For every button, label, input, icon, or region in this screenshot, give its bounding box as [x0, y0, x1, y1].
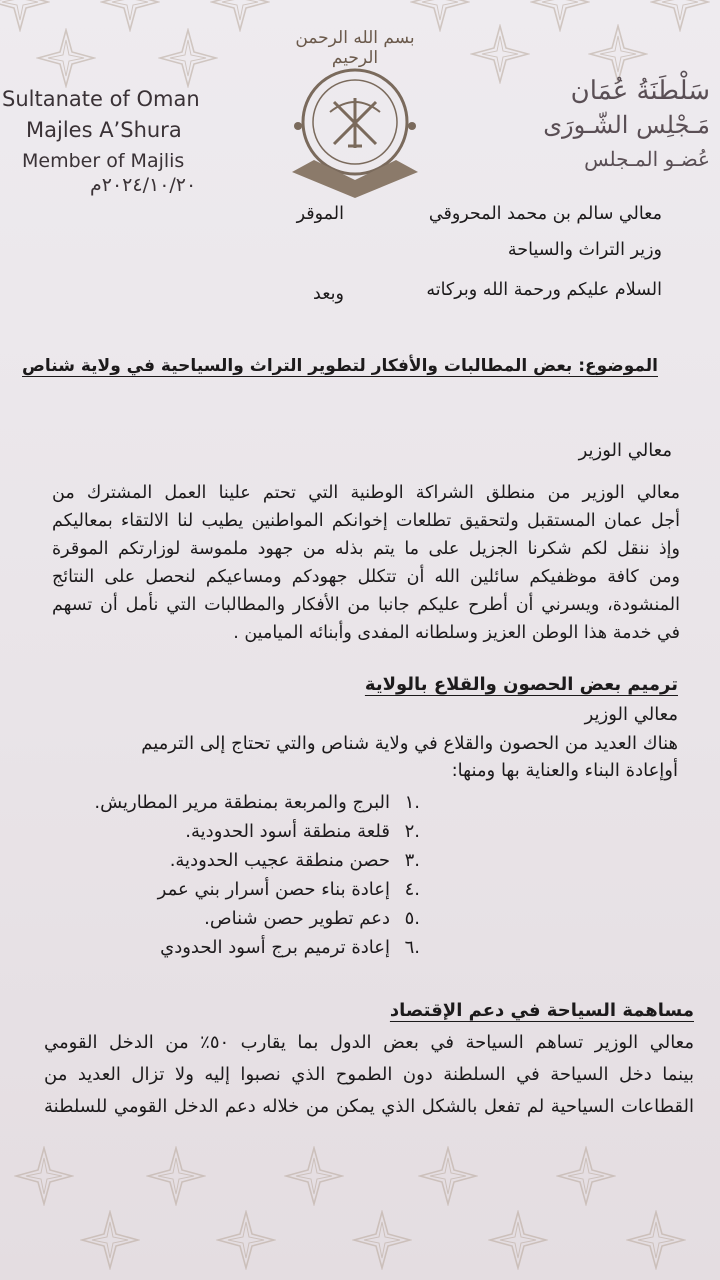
letterhead-en-line: Sultanate of Oman [2, 87, 200, 111]
list-item [60, 788, 420, 817]
ornament-star-icon [210, 0, 270, 32]
list-text: دعم تطوير حصن شناص. [204, 908, 390, 929]
intro-line: وإذ ننقل لكم شكرنا الجزيل على ما يتم بذله من جهود ملموسة لوزارتكم الموقرة [52, 539, 680, 559]
majlis-emblem [284, 28, 426, 198]
section-line: القطاعات السياحية لم تفعل بالشكل الذي يمكن من خلاله دعم الدخل القومي للسلطنة [44, 1096, 694, 1117]
list-text: حصن منطقة عجيب الحدودية. [169, 850, 390, 871]
list-text: البرج والمربعة بمنطقة مرير المطاريش. [94, 792, 390, 813]
section-heading: مساهمة السياحة في دعم الإقتصاد [389, 1000, 694, 1021]
greeting: السلام عليكم ورحمة الله وبركاته [426, 280, 662, 300]
ornament-star-icon [650, 0, 710, 32]
emblem-seal-icon [284, 52, 426, 202]
list-number: .٦ [404, 937, 420, 958]
letter-subject: الموضوع: بعض المطالبات والأفكار لتطوير التراث والسياحية في ولاية شناص [22, 356, 658, 376]
list-item [60, 817, 420, 846]
ornament-star-icon [556, 1146, 616, 1206]
list-item [60, 933, 420, 962]
ornament-star-icon [36, 28, 96, 88]
list-item [60, 875, 420, 904]
ornament-star-icon [488, 1210, 548, 1270]
recipient-honorific: الموقر [296, 204, 344, 224]
ornament-star-icon [100, 0, 160, 32]
intro-line: المنشودة، ويسرني أن أطرح عليكم جانبا من الأفكار والمطالبات التي نأمل أن تسهم [52, 595, 680, 615]
list-text: إعادة ترميم برج أسود الحدودي [160, 937, 390, 958]
ornament-star-icon [626, 1210, 686, 1270]
ornament-star-icon [158, 28, 218, 88]
list-item [60, 904, 420, 933]
list-number: .١ [404, 792, 420, 813]
ornament-star-icon [14, 1146, 74, 1206]
intro-line: ومن كافة موظفيكم سائلين الله أن تتكلل جهودكم ومساعيكم لنحصل على النتائج [52, 567, 680, 587]
section-line: معالي الوزير تساهم السياحة في بعض الدول بما يقارب ٥٠٪ من الدخل القومي [44, 1032, 695, 1053]
section-line: بينما دخل السياحة في السلطنة دون الطموح الذي نصبوا إليه ولا تزال العديد من [44, 1064, 694, 1085]
letterhead-ar-line: مَـجْلِس الشّـورَى [543, 111, 710, 139]
ornament-star-icon [146, 1146, 206, 1206]
intro-line: أجل عمان المستقبل ولتحقيق تطلعات إخوانكم المواطنين يطيب لنا الالتقاء بمعاليكم [52, 511, 680, 531]
section-line: أوإعادة البناء والعناية بها ومنها: [451, 760, 678, 781]
letter-date: ٢٠٢٤/١٠/٢٠م [90, 174, 197, 196]
ornament-star-icon [352, 1210, 412, 1270]
section-heading: ترميم بعض الحصون والقلاع بالولاية [364, 674, 678, 695]
list-text: قلعة منطقة أسود الحدودية. [185, 821, 390, 842]
salutation: معالي الوزير [578, 440, 672, 461]
ornament-star-icon [418, 1146, 478, 1206]
ornament-star-icon [80, 1210, 140, 1270]
letterhead-en-line: Member of Majlis [22, 150, 185, 172]
list-text: إعادة بناء حصن أسرار بني عمر [157, 879, 390, 900]
list-number: .٣ [404, 850, 420, 871]
section-salutation: معالي الوزير [584, 704, 678, 725]
letterhead-english [2, 84, 232, 177]
list-number: .٥ [404, 908, 420, 929]
list-item [60, 846, 420, 875]
list-number: .٤ [404, 879, 420, 900]
section-line: هناك العديد من الحصون والقلاع في ولاية شناص والتي تحتاج إلى الترميم [141, 733, 678, 754]
list-number: .٢ [404, 821, 420, 842]
letterhead-arabic [490, 74, 710, 176]
basmala: بسم الله الرحمن الرحيم [295, 28, 415, 68]
recipient-position: وزير التراث والسياحة [507, 240, 662, 260]
recipient-name: معالي سالم بن محمد المحروقي [428, 204, 662, 224]
letterhead-ar-line: سَلْطَنَةُ عُمَان [570, 76, 710, 106]
restoration-list [60, 788, 420, 962]
ornament-star-icon [530, 0, 590, 32]
intro-line: معالي الوزير من منطلق الشراكة الوطنية التي تحتم علينا العمل المشترك من [52, 483, 680, 503]
after-greeting: وبعد [313, 284, 344, 304]
intro-line: في خدمة هذا الوطن العزيز وسلطانه المفدى وأبنائه الميامين . [233, 623, 680, 643]
letterhead-ar-line: عُضـو المـجلس [584, 147, 710, 171]
ornament-star-icon [216, 1210, 276, 1270]
ornament-star-icon [284, 1146, 344, 1206]
letterhead-en-line: Majles A’Shura [26, 118, 182, 142]
